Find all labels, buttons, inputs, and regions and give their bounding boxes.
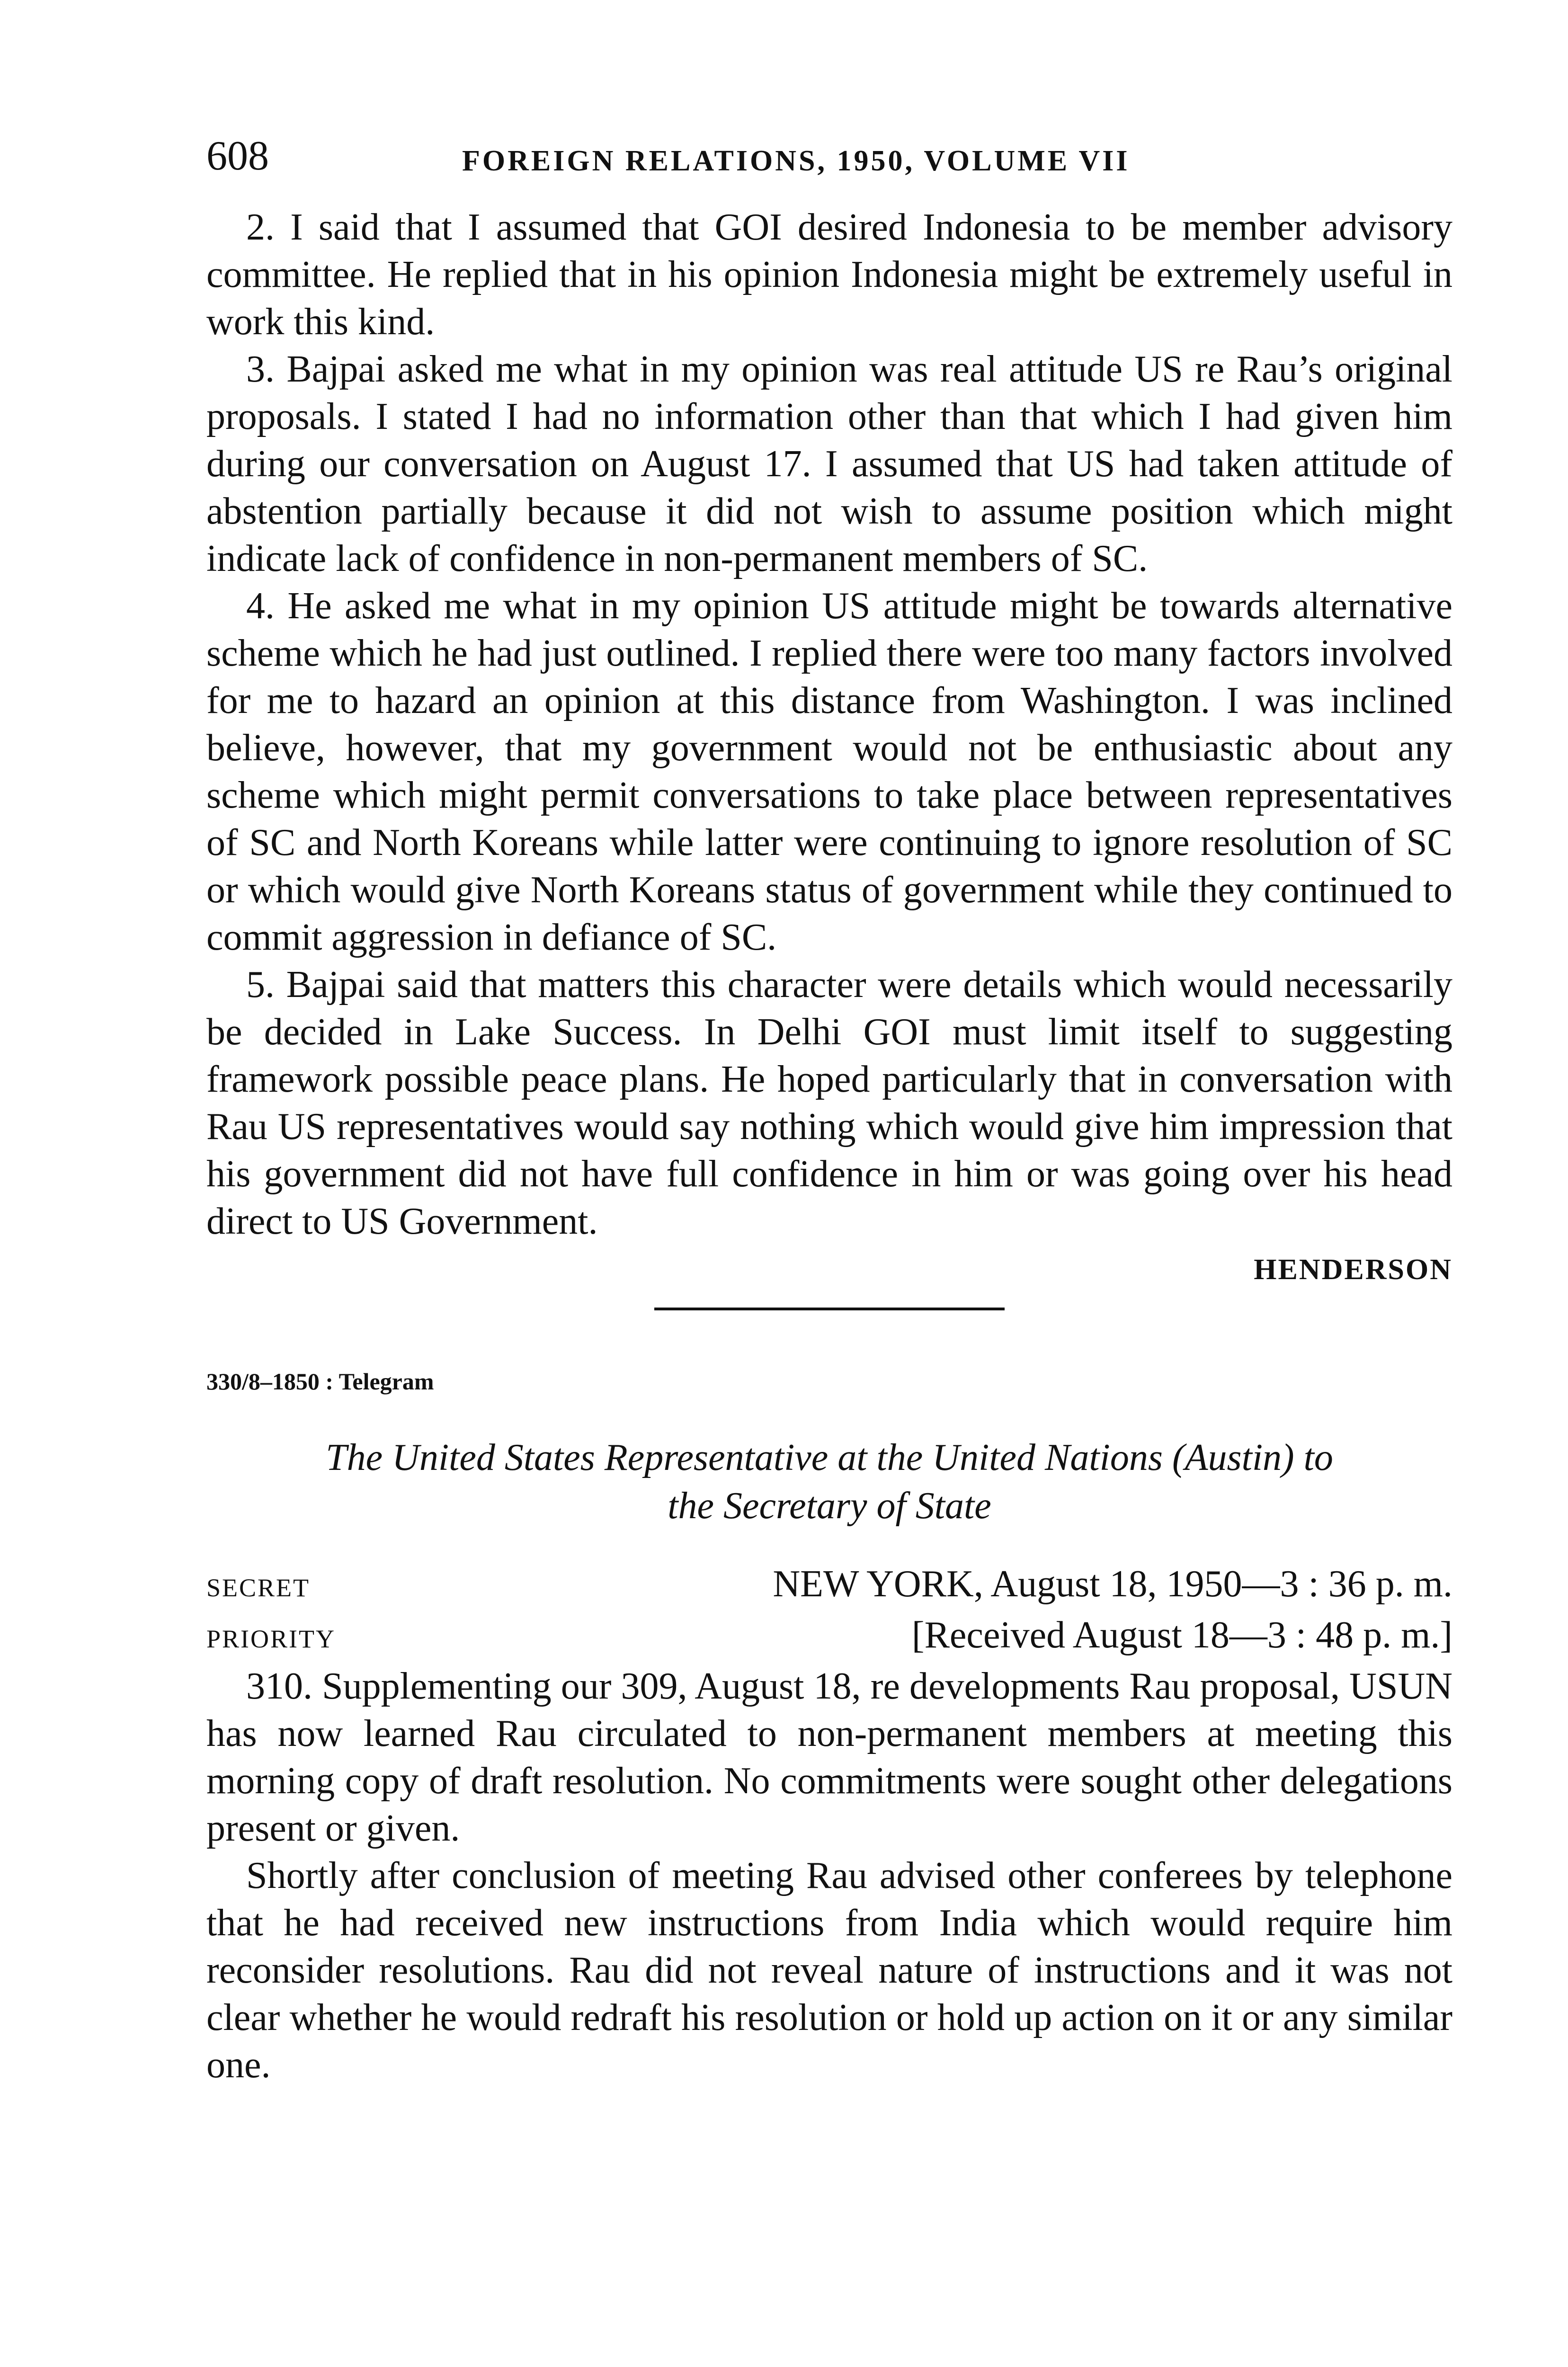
paragraph-310: 310. Supplementing our 309, August 18, re developments Rau proposal, USUN has now learned Rau circulated to non-permanent members at meeting this morning copy of draft resolution. No commitments were sought other delegations present or given. [206,1665,1452,1849]
document-title-line-1: The United States Representative at the United Nations (Austin) to [326,1437,1333,1478]
meta-row-dateline [206,1560,1452,1611]
section-divider [654,1308,1005,1310]
received-time: [Received August 18—3 : 48 p. m.] [911,1614,1452,1656]
document-page [206,128,1452,2089]
page-number: 608 [206,133,269,179]
paragraph-5: 5. Bajpai said that matters this character were details which would necessarily be decided in Lake Success. In Delhi GOI must limit itself to suggesting framework possible peace plans. He hoped particularly that in conversation with Rau US representatives would say nothing which would give him impression that his government did not have full confidence in him or was going over his head direct to US Government. [206,964,1452,1242]
document-title-line-2: the Secretary of State [668,1485,991,1527]
telegram-metadata [206,1560,1452,1663]
page-header [206,128,1452,185]
precedence-label: PRIORITY [206,1625,336,1653]
paragraph-2: 2. I said that I assumed that GOI desired Indonesia to be member advisory committee. He replied that in his opinion Indonesia might be extremely useful in work this kind. [206,206,1452,343]
paragraph-4: 4. He asked me what in my opinion US attitude might be towards alternative scheme which he had just outlined. I replied there were too many factors involved for me to hazard an opinion at this distance from Washington. I was inclined believe, however, that my government would not be enthusiastic about any scheme which might permit conversations to take place between representatives of SC and North Koreans while latter were continuing to ignore resolution of SC or which would give North Koreans status of government while they continued to commit aggression in defiance of SC. [206,585,1452,958]
dateline: NEW YORK, August 18, 1950—3 : 36 p. m. [773,1563,1452,1605]
meta-row-received [206,1611,1452,1663]
file-reference: 330/8–1850 : Telegram [206,1368,434,1395]
document-title [206,1433,1452,1530]
signature: HENDERSON [1254,1254,1452,1286]
paragraph-3: 3. Bajpai asked me what in my opinion was real attitude US re Rau’s original proposals. I stated I had no information other than that which I had given him during our conversation on August 17. I assumed that US had taken attitude of abstention partially because it did not wish to assume position which might indicate lack of confidence in non-permanent members of SC. [206,348,1452,579]
paragraph-shortly-after: Shortly after conclusion of meeting Rau advised other conferees by telephone that he had received new instructions from India which would require him reconsider resolutions. Rau did not reveal nature of instructions and it was not clear whether he would redraft his resolution or hold up action on it or any similar one. [206,1855,1452,2086]
running-head: FOREIGN RELATIONS, 1950, VOLUME VII [462,145,1130,177]
classification-label: SECRET [206,1574,311,1602]
